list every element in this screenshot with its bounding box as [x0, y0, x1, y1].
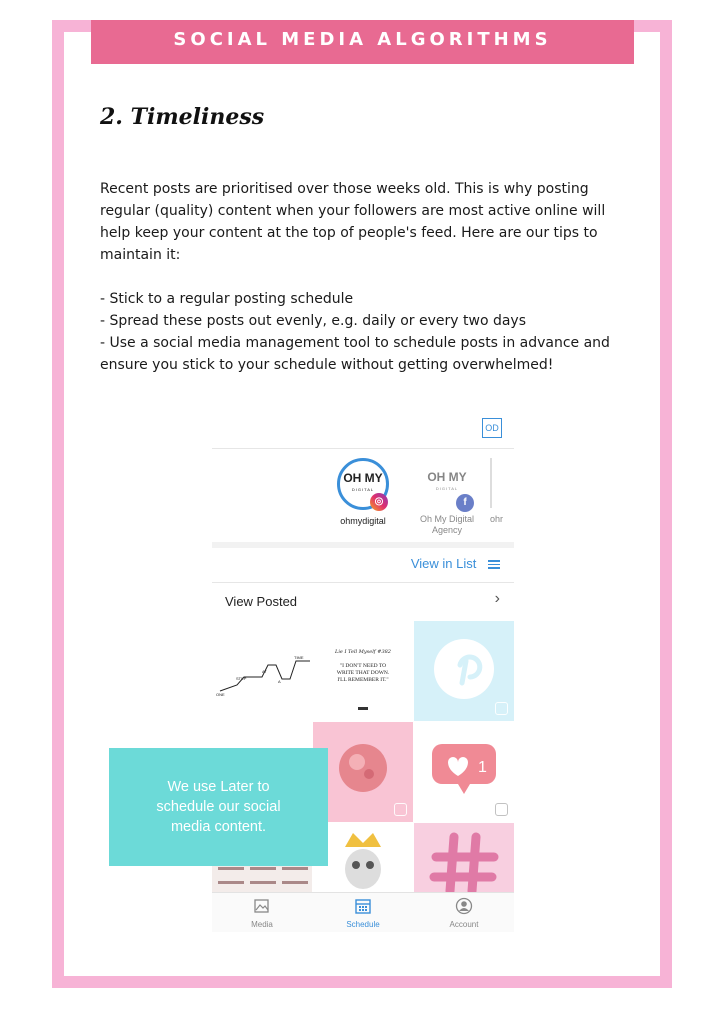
avatar[interactable]: OD	[482, 418, 502, 438]
calendar-icon	[354, 897, 372, 915]
hashtag-image	[414, 823, 514, 893]
image-icon	[253, 897, 271, 915]
facebook-icon: f	[456, 494, 474, 512]
svg-text:WRITE THAT DOWN.: WRITE THAT DOWN.	[336, 670, 390, 676]
profile-item[interactable]	[328, 458, 398, 527]
instagram-icon	[394, 803, 407, 816]
profile-name: Oh My Digital Agency	[419, 514, 474, 535]
callout-box	[109, 748, 328, 866]
svg-text:I'LL REMEMBER IT.": I'LL REMEMBER IT."	[337, 677, 389, 683]
view-posted-label[interactable]: View Posted	[225, 594, 298, 609]
brand-logo: OH MY DIGITAL	[427, 470, 467, 491]
profile-item[interactable]	[412, 458, 482, 536]
tip-item: - Spread these posts out evenly, e.g. daily or every two days	[100, 313, 527, 329]
post-thumbnail[interactable]	[414, 621, 514, 721]
svg-text:ONE: ONE	[216, 692, 225, 697]
profile-name: ohr	[490, 514, 504, 524]
section-heading: 2. Timeliness	[100, 104, 265, 130]
tip-item: - Use a social media management tool to schedule posts in advance and ensure you stick to your schedule without getting overwhelmed!	[100, 335, 610, 373]
account-icon	[455, 897, 473, 915]
view-in-list-button[interactable]: View in List	[411, 556, 500, 571]
post-thumbnail[interactable]	[313, 621, 413, 721]
instagram-icon	[495, 803, 508, 816]
body-text	[100, 178, 630, 376]
tab-schedule[interactable]: Schedule	[313, 897, 413, 929]
tab-media[interactable]: Media	[212, 897, 312, 929]
svg-text:"I DON'T NEED TO: "I DON'T NEED TO	[339, 663, 387, 669]
instagram-icon: ◎	[370, 493, 388, 511]
brand-logo: OH MY DIGITAL	[343, 471, 383, 492]
intro-paragraph: Recent posts are prioritised over those weeks old. This is why posting regular (quality) content when your followers are most active online will help keep your content at the top of people's feed. Here are our tips to maintain it:	[100, 181, 606, 263]
svg-text:AT: AT	[262, 669, 267, 674]
instagram-icon	[495, 702, 508, 715]
chevron-right-icon[interactable]: ›	[494, 590, 500, 607]
profile-switcher	[212, 450, 514, 542]
svg-text:1: 1	[478, 759, 487, 776]
svg-text:Lie I Tell Myself #382: Lie I Tell Myself #382	[335, 649, 391, 655]
post-thumbnail[interactable]	[313, 722, 413, 822]
post-thumbnail[interactable]	[414, 722, 514, 822]
list-icon	[488, 558, 500, 571]
svg-text:A: A	[278, 679, 281, 684]
svg-text:STEP: STEP	[236, 676, 247, 681]
post-thumbnail[interactable]	[212, 621, 312, 721]
tip-item: - Stick to a regular posting schedule	[100, 291, 354, 307]
skull-crown-image	[313, 823, 413, 893]
bottom-tab-bar	[212, 892, 514, 932]
tips-list	[100, 288, 630, 376]
callout-text: We use Later to schedule our social media content.	[156, 779, 281, 835]
tab-account[interactable]: Account	[414, 897, 514, 929]
profile-name: ohmydigital	[340, 516, 386, 526]
page-banner: SOCIAL MEDIA ALGORITHMS	[91, 20, 634, 64]
svg-text:TIME: TIME	[294, 655, 304, 660]
profile-item[interactable]	[490, 458, 514, 525]
